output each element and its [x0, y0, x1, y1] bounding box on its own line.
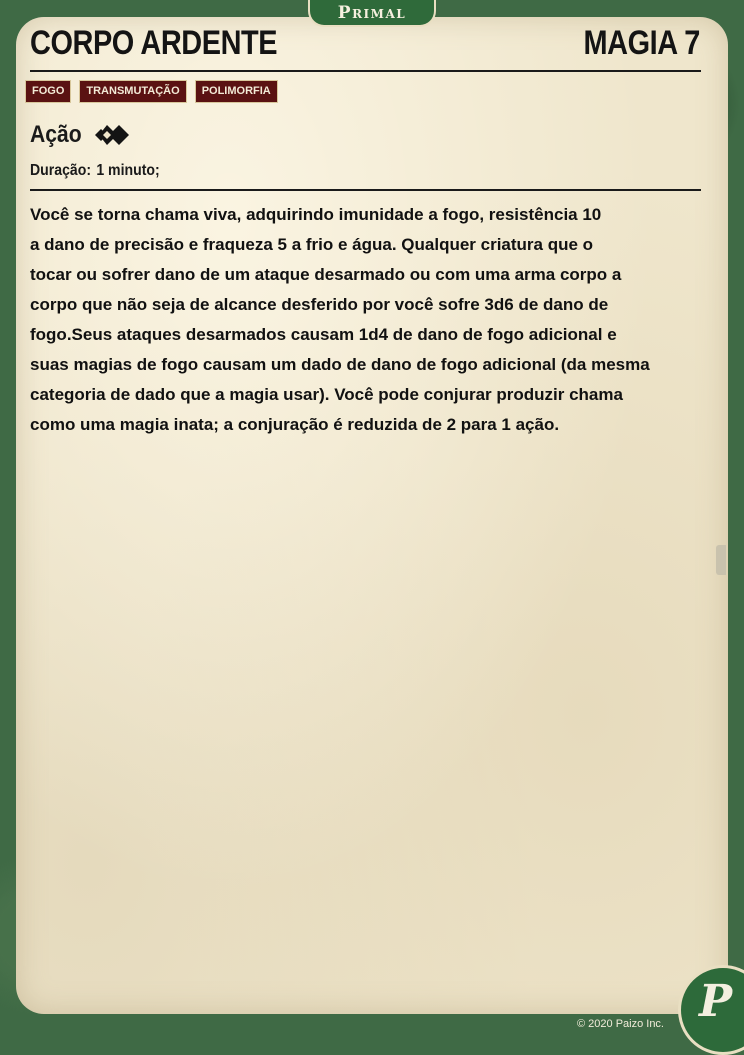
paizo-logo-letter: P [699, 976, 733, 1027]
tradition-tab: Primal [308, 0, 436, 27]
copyright-text: © 2020 Paizo Inc. [577, 1018, 664, 1030]
trait-badge-fire: FOGO [25, 80, 71, 103]
spell-description: Você se torna chama viva, adquirindo imunidade a fogo, resistência 10 a dano de precisão e fraqueza 5 a frio e água. Qualquer criatura que o tocar ou sofrer dano de um ataque desarmado ou com uma arma corpo a corpo que não seja de alcance desferido por você sofre 3d6 de dano de fogo.Seus ataques desarmados causam 1d4 de dano de fogo adicional e suas magias de fogo causam um dado de dano de fogo adicional (da mesma categoria de dado que a magia usar). Você pode conjurar produzir chama como uma magia inata; a conjuração é reduzida de 2 para 1 ação. [30, 205, 650, 434]
action-label: Ação [30, 121, 82, 148]
header-divider [30, 189, 701, 191]
trait-badge-transmutation: TRANSMUTAÇÃO [79, 80, 186, 103]
two-actions-icon [91, 120, 135, 150]
trait-badge-polymorph: POLIMORFIA [195, 80, 278, 103]
duration-value: 1 minuto; [96, 162, 160, 179]
title-divider [30, 70, 701, 72]
duration-line [30, 162, 160, 180]
duration-label: Duração: [30, 162, 92, 179]
spell-title: CORPO ARDENTE [30, 24, 278, 62]
action-row [30, 120, 135, 150]
trait-list [25, 80, 278, 103]
spell-level: MAGIA 7 [583, 24, 700, 62]
card-edge-tab [716, 545, 726, 575]
